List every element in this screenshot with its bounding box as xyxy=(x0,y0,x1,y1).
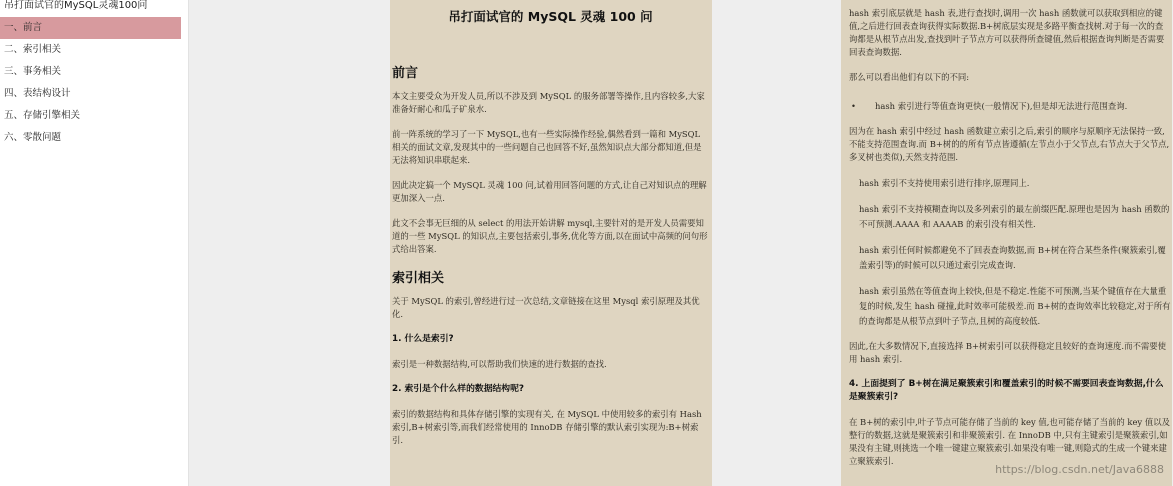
question-heading: 2. 索引是个什么样的数据结构呢? xyxy=(392,384,524,394)
answer-paragraph: 索引是一种数据结构,可以帮助我们快速的进行数据的查找. xyxy=(392,359,607,369)
point-paragraph: hash 索引任何时候都避免不了回表查询数据,而 B+树在符合某些条件(聚簇索引,覆盖索引等)的时候可以只通过索引完成查询. xyxy=(859,245,1166,270)
question-heading: 1. 什么是索引? xyxy=(392,334,454,344)
preface-paragraph: 此文不会事无巨细的从 select 的用法开始讲解 mysql,主要针对的是开发人员需要知道的一些 MySQL 的知识点,主要包括索引,事务,优化等方面,以在面试中高频的问句形式给出答案. xyxy=(392,218,708,254)
preface-paragraph: 前一阵系统的学习了一下 MySQL,也有一些实际操作经验,偶然看到一篇和 MySQL 相关的面试文章,发现其中的一些问题自己也回答不好,虽然知识点大部分都知道,但是无法将知识串联起来. xyxy=(392,129,702,165)
explain-paragraph: 因为在 hash 索引中经过 hash 函数建立索引之后,索引的顺序与原顺序无法保持一致,不能支持范围查询.而 B+树的的所有节点皆遵循(左节点小于父节点,右节点大于父节点,多叉树也类似),天然支持范围. xyxy=(849,126,1170,162)
point-paragraph: hash 索引虽然在等值查询上较快,但是不稳定.性能不可预测,当某个键值存在大量重复的时候,发生 hash 碰撞,此时效率可能极差.而 B+树的查询效率比较稳定,对于所有的查询都是从根节点到叶子节点,且树的高度较低. xyxy=(859,286,1171,326)
watermark-url: https://blog.csdn.net/Java6888 xyxy=(995,463,1164,476)
section-heading-index: 索引相关 xyxy=(392,271,445,286)
conclusion-paragraph: 因此,在大多数情况下,直接选择 B+树索引可以获得稳定且较好的查询速度.而不需要使用 hash 索引. xyxy=(849,341,1166,364)
sidebar-item-preface[interactable]: 一、前言 xyxy=(0,17,181,39)
sidebar-nav xyxy=(0,17,188,149)
sidebar-item-transaction[interactable]: 三、事务相关 xyxy=(4,66,62,77)
bullet-text: hash 索引进行等值查询更快(一般情况下),但是却无法进行范围查询. xyxy=(875,101,1128,111)
sidebar-item-table-design[interactable]: 四、表结构设计 xyxy=(4,88,71,99)
document-title: 吊打面试官的 MySQL 灵魂 100 问 xyxy=(448,9,653,24)
sidebar-item-storage-engine[interactable]: 五、存储引擎相关 xyxy=(4,110,81,121)
section-heading-preface: 前言 xyxy=(392,66,419,81)
differences-lead: 那么可以看出他们有以下的不同: xyxy=(849,72,970,82)
answer-paragraph: 在 B+树的索引中,叶子节点可能存储了当前的 key 值,也可能存储了当前的 key 值以及整行的数据,这就是聚簇索引和非聚簇索引. 在 InnoDB 中,只有主键索引是聚簇索引,如果没有主键,则挑选一个唯一键建立聚簇索引.如果没有唯一键,则隐式的生成一个键来建立聚簇索引. xyxy=(849,417,1170,466)
document-page-right[interactable] xyxy=(841,0,1172,486)
preface-paragraph: 本文主要受众为开发人员,所以不涉及到 MySQL 的服务部署等操作,且内容较多,大家准备好耐心和瓜子矿泉水. xyxy=(392,91,705,114)
point-paragraph: hash 索引不支持使用索引进行排序,原理同上. xyxy=(859,178,1030,188)
index-intro-paragraph: 关于 MySQL 的索引,曾经进行过一次总结,文章链接在这里 Mysql 索引原理及其优化. xyxy=(392,296,700,319)
bullet-item xyxy=(849,100,1171,113)
hash-intro-paragraph: hash 索引底层就是 hash 表,进行查找时,调用一次 hash 函数就可以获取到相应的键值,之后进行回表查询获得实际数据.B+树底层实现是多路平衡查找树.对于每一次的查询都是从根节点出发,查找到叶子节点方可以获得所查键值,然后根据查询判断是否需要回表查询数据. xyxy=(849,8,1165,57)
preface-paragraph: 因此决定搞一个 MySQL 灵魂 100 问,试着用回答问题的方式,让自己对知识点的理解更加深入一点. xyxy=(392,180,707,203)
sidebar-title[interactable]: 吊打面试官的MySQL灵魂100问 xyxy=(4,0,148,11)
point-paragraph: hash 索引不支持模糊查询以及多列索引的最左前缀匹配.原理也是因为 hash 函数的不可预测.AAAA 和 AAAAB 的索引没有相关性. xyxy=(859,204,1170,229)
sidebar xyxy=(0,0,189,486)
question-heading: 4. 上面提到了 B+树在满足聚簇索引和覆盖索引的时候不需要回表查询数据,什么是聚簇索引? xyxy=(849,379,1164,402)
bullet-dot-icon: • xyxy=(851,101,856,111)
document-page-left[interactable] xyxy=(390,0,712,486)
sidebar-item-index[interactable]: 二、索引相关 xyxy=(4,44,62,55)
answer-paragraph: 索引的数据结构和具体存储引擎的实现有关, 在 MySQL 中使用较多的索引有 Hash 索引,B+树索引等,而我们经常使用的 InnoDB 存储引擎的默认索引实现为:B+树索引. xyxy=(392,409,702,445)
sidebar-item-misc[interactable]: 六、零散问题 xyxy=(4,132,62,143)
